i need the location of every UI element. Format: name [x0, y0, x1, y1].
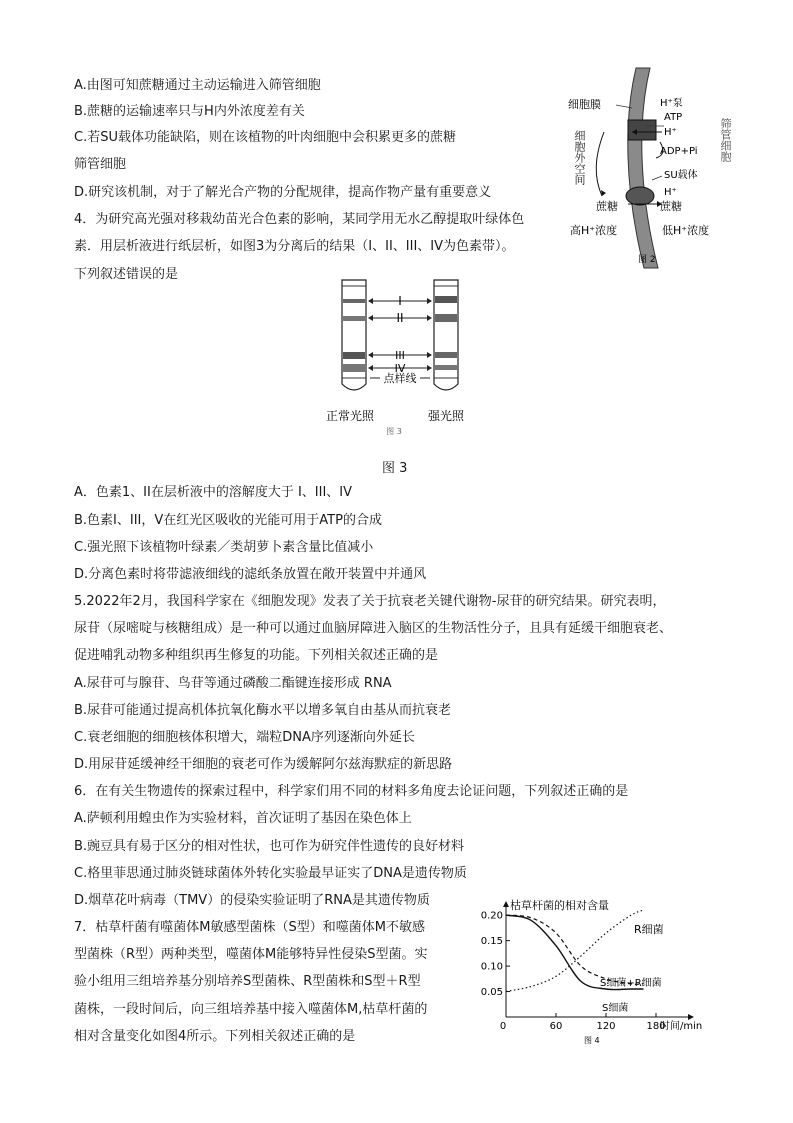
text-line: 相对含量变化如图4所示。下列相关叙述正确的是 — [74, 1029, 356, 1044]
y-tick-label: 0.05 — [480, 987, 503, 999]
y-tick-label: 0.20 — [480, 910, 503, 922]
text-line: A.尿苷可与腺苷、鸟苷等通过磷酸二酯键连接形成 RNA — [74, 676, 392, 691]
y-tick-label: 0.10 — [480, 961, 503, 973]
figure-3-chromatography — [296, 272, 496, 436]
text-line: D.分离色素时将带滤液细线的滤纸条放置在敞开装置中并通风 — [74, 567, 427, 582]
text-line: C.强光照下该植物叶绿素／类胡萝卜素含量比值减小 — [74, 540, 374, 555]
y-axis-label: 枯草杆菌的相对含量 — [510, 899, 609, 912]
sucrose-right-label: 蔗糖 — [660, 200, 682, 213]
text-line: D.研究该机制，对于了解光合产物的分配规律，提高作物产量有重要意义 — [74, 185, 492, 200]
figure-3-small-caption: 图 3 — [386, 427, 402, 436]
x-tick-label: 120 — [596, 1021, 616, 1032]
text-line: D.烟草花叶病毒（TMV）的侵染实验证明了RNA是其遗传物质 — [74, 893, 430, 908]
figure-2-membrane-diagram — [566, 68, 722, 268]
band-1-label: I — [398, 294, 402, 308]
strong-light-label: 强光照 — [427, 409, 465, 423]
text-line: 筛管细胞 — [74, 157, 127, 172]
r-series-label: R细菌 — [634, 923, 664, 936]
figure-3-caption: 图 3 — [382, 461, 408, 476]
normal-light-label: 正常光照 — [325, 409, 375, 423]
h-pump-label: H⁺泵 — [660, 98, 683, 109]
s-series-label: S细菌 — [602, 1003, 629, 1014]
low-h-label: 低H⁺浓度 — [662, 224, 710, 237]
text-line: 4．为研究高光强对移栽幼苗光合色素的影响，某同学用无水乙醇提取叶绿体色 — [74, 212, 525, 227]
text-line: 验小组用三组培养基分别培养S型菌株、R型菌株和S型＋R型 — [74, 974, 421, 989]
band-4-label: IV — [394, 362, 406, 375]
text-line: A.由图可知蔗糖通过主动运输进入筛管细胞 — [74, 78, 321, 93]
band-2-label: II — [396, 311, 404, 325]
text-line: C.衰老细胞的细胞核体积增大，端粒DNA序列逐渐向外延长 — [74, 730, 415, 745]
text-line: D.用尿苷延缓神经干细胞的衰老可作为缓解阿尔兹海默症的新思路 — [74, 757, 453, 772]
x-tick-label: 180 — [646, 1021, 666, 1032]
membrane-label: 细胞膜 — [568, 98, 601, 111]
sucrose-left-label: 蔗糖 — [596, 200, 618, 213]
extracellular-label: 细胞外空间 — [573, 130, 586, 185]
text-line: 促进哺乳动物多种组织再生修复的功能。下列相关叙述正确的是 — [74, 648, 439, 663]
text-line: B.尿苷可能通过提高机体抗氧化酶水平以增多氧自由基从而抗衰老 — [74, 703, 452, 718]
text-line: B.色素I、III，V在红光区吸收的光能可用于ATP的合成 — [74, 513, 382, 528]
sieve-cell-label: 筛管细胞 — [719, 118, 732, 162]
text-line: A．色素1、II在层析液中的溶解度大于 I、III、IV — [74, 485, 353, 500]
adp-label: ADP+Pi — [660, 146, 698, 157]
text-line: 7．枯草杆菌有噬菌体M敏感型菌株（S型）和噬菌体M不敏感 — [74, 920, 425, 935]
text-line: 型菌株（R型）两种类型，噬菌体M能够特异性侵染S型菌。实 — [74, 947, 428, 962]
text-line: C.若SU载体功能缺陷，则在该植物的叶肉细胞中会积累更多的蔗糖 — [74, 130, 456, 145]
h-ion-label-2: H⁺ — [664, 187, 677, 198]
y-tick-label: 0.15 — [480, 936, 503, 948]
origin-line-label: 点样线 — [383, 372, 417, 385]
origin-zero: 0 — [499, 1021, 507, 1032]
high-h-label: 高H⁺浓度 — [570, 224, 618, 237]
text-line: 菌株，一段时间后，向三组培养基中接入噬菌体M,枯草杆菌的 — [74, 1002, 428, 1017]
sr-series-label: S细菌+R细菌 — [600, 978, 662, 989]
text-line: A.萨顿利用蝗虫作为实验材料，首次证明了基因在染色体上 — [74, 811, 412, 826]
text-line: 尿苷（尿嘧啶与核糖组成）是一种可以通过血脑屏障进入脑区的生物活性分子，且具有延缓干细胞衰老、 — [74, 621, 673, 636]
figure-4-line-chart — [474, 895, 714, 1047]
figure-2-caption: 图 2 — [638, 255, 656, 265]
band-3-label: III — [395, 349, 405, 362]
text-line: 下列叙述错误的是 — [74, 267, 179, 282]
text-line: 素．用层析液进行纸层析，如图3为分离后的结果（I、II、III、IV为色素带）。 — [74, 239, 515, 254]
x-tick-label: 60 — [549, 1021, 563, 1032]
text-line: C.格里菲思通过肺炎链球菌体外转化实验最早证实了DNA是遗传物质 — [74, 866, 467, 881]
text-line: B.蔗糖的运输速率只与H内外浓度差有关 — [74, 104, 305, 119]
text-line: B.豌豆具有易于区分的相对性状，也可作为研究伴性遗传的良好材料 — [74, 839, 465, 854]
text-line: 5.2022年2月，我国科学家在《细胞发现》发表了关于抗衰老关键代谢物-尿苷的研究结果。研究表明， — [74, 594, 666, 609]
su-carrier-label: SU载体 — [664, 170, 698, 181]
atp-label: ATP — [664, 112, 683, 123]
h-ion-label: H⁺ — [664, 127, 677, 138]
figure-4-caption: 图 4 — [584, 1036, 600, 1045]
text-line: 6．在有关生物遗传的探索过程中，科学家们用不同的材料多角度去论证问题，下列叙述正确的是 — [74, 784, 629, 799]
x-axis-label: 时间/min — [660, 1021, 703, 1032]
